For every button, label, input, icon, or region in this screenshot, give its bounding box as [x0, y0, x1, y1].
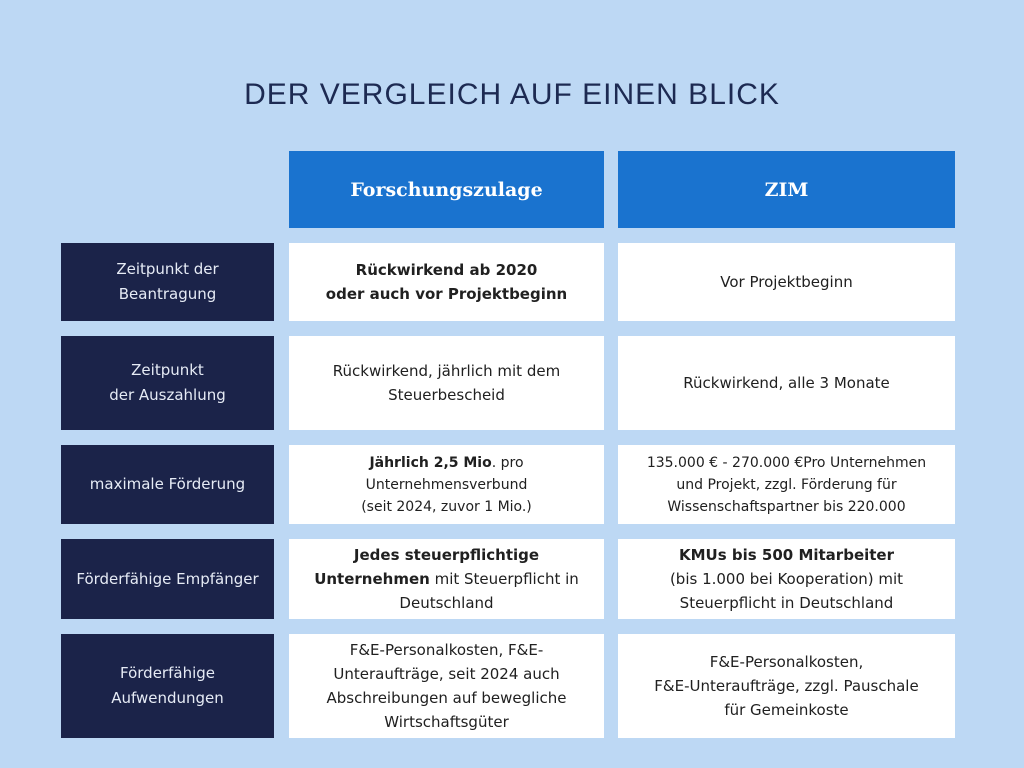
row-label-line: Aufwendungen	[111, 689, 224, 707]
cell-zim-maximale-foerderung	[618, 445, 955, 524]
row-label-line: Förderfähige Empfänger	[76, 569, 259, 588]
cell-text: Steuerpflicht in Deutschland	[679, 594, 894, 612]
cell-text: 135.000 € - 270.000 €Pro Unternehmen	[646, 454, 927, 471]
cell-text: Abschreibungen auf bewegliche	[326, 689, 567, 707]
cell-fz-maximale-foerderung	[289, 445, 604, 524]
row-label-empfaenger	[61, 539, 274, 619]
column-header-forschungszulage: Forschungszulage	[289, 151, 604, 228]
cell-text: (seit 2024, zuvor 1 Mio.)	[361, 498, 532, 515]
cell-zim-auszahlung	[618, 336, 955, 430]
cell-text: für Gemeinkoste	[724, 701, 849, 719]
cell-text: mit Steuerpflicht in	[429, 570, 579, 588]
cell-bold-text: Jährlich 2,5 Mio	[369, 454, 492, 471]
column-header-zim: ZIM	[618, 151, 955, 228]
row-label-line: maximale Förderung	[89, 475, 246, 493]
row-label-line: Zeitpunkt der	[116, 260, 219, 278]
row-label-beantragung	[61, 243, 274, 321]
cell-bold-text: Jedes steuerpflichtige	[353, 546, 540, 564]
row-label-line: Zeitpunkt	[131, 361, 204, 379]
row-label-line: Förderfähige	[120, 664, 215, 682]
cell-text: und Projekt, zzgl. Förderung für	[676, 476, 897, 493]
cell-zim-empfaenger	[618, 539, 955, 619]
cell-text: Unternehmensverbund	[365, 476, 528, 493]
cell-text: Vor Projektbeginn	[720, 273, 853, 291]
page-title: DER VERGLEICH AUF EINEN BLICK	[244, 78, 780, 111]
cell-text: Unteraufträge, seit 2024 auch	[333, 665, 560, 683]
row-label-aufwendungen	[61, 634, 274, 738]
cell-bold-text: KMUs bis 500 Mitarbeiter	[679, 546, 894, 564]
cell-zim-aufwendungen	[618, 634, 955, 738]
cell-text: Rückwirkend, jährlich mit dem	[332, 362, 561, 380]
cell-bold-text: oder auch vor Projektbeginn	[325, 285, 568, 303]
cell-bold-text: Unternehmen	[314, 570, 430, 588]
row-label-maximale-foerderung	[61, 445, 274, 524]
cell-fz-beantragung	[289, 243, 604, 321]
cell-text: (bis 1.000 bei Kooperation) mit	[669, 570, 904, 588]
cell-text: Rückwirkend, alle 3 Monate	[683, 374, 890, 392]
cell-zim-beantragung	[618, 243, 955, 321]
cell-text: F&E-Personalkosten, F&E-	[349, 641, 544, 659]
cell-text: Wirtschaftsgüter	[384, 713, 509, 731]
row-label-line: der Auszahlung	[109, 386, 226, 404]
cell-text: . pro	[491, 454, 524, 471]
row-label-line: Beantragung	[118, 285, 217, 303]
cell-fz-empfaenger	[289, 539, 604, 619]
cell-text: F&E-Personalkosten,	[709, 653, 864, 671]
cell-text: Wissenschaftspartner bis 220.000	[667, 498, 906, 515]
cell-text: Steuerbescheid	[388, 386, 505, 404]
cell-bold-text: Rückwirkend ab 2020	[355, 261, 538, 279]
cell-text: Deutschland	[399, 594, 494, 612]
row-label-auszahlung	[61, 336, 274, 430]
cell-fz-auszahlung	[289, 336, 604, 430]
cell-text: F&E-Unteraufträge, zzgl. Pauschale	[654, 677, 919, 695]
cell-fz-aufwendungen	[289, 634, 604, 738]
